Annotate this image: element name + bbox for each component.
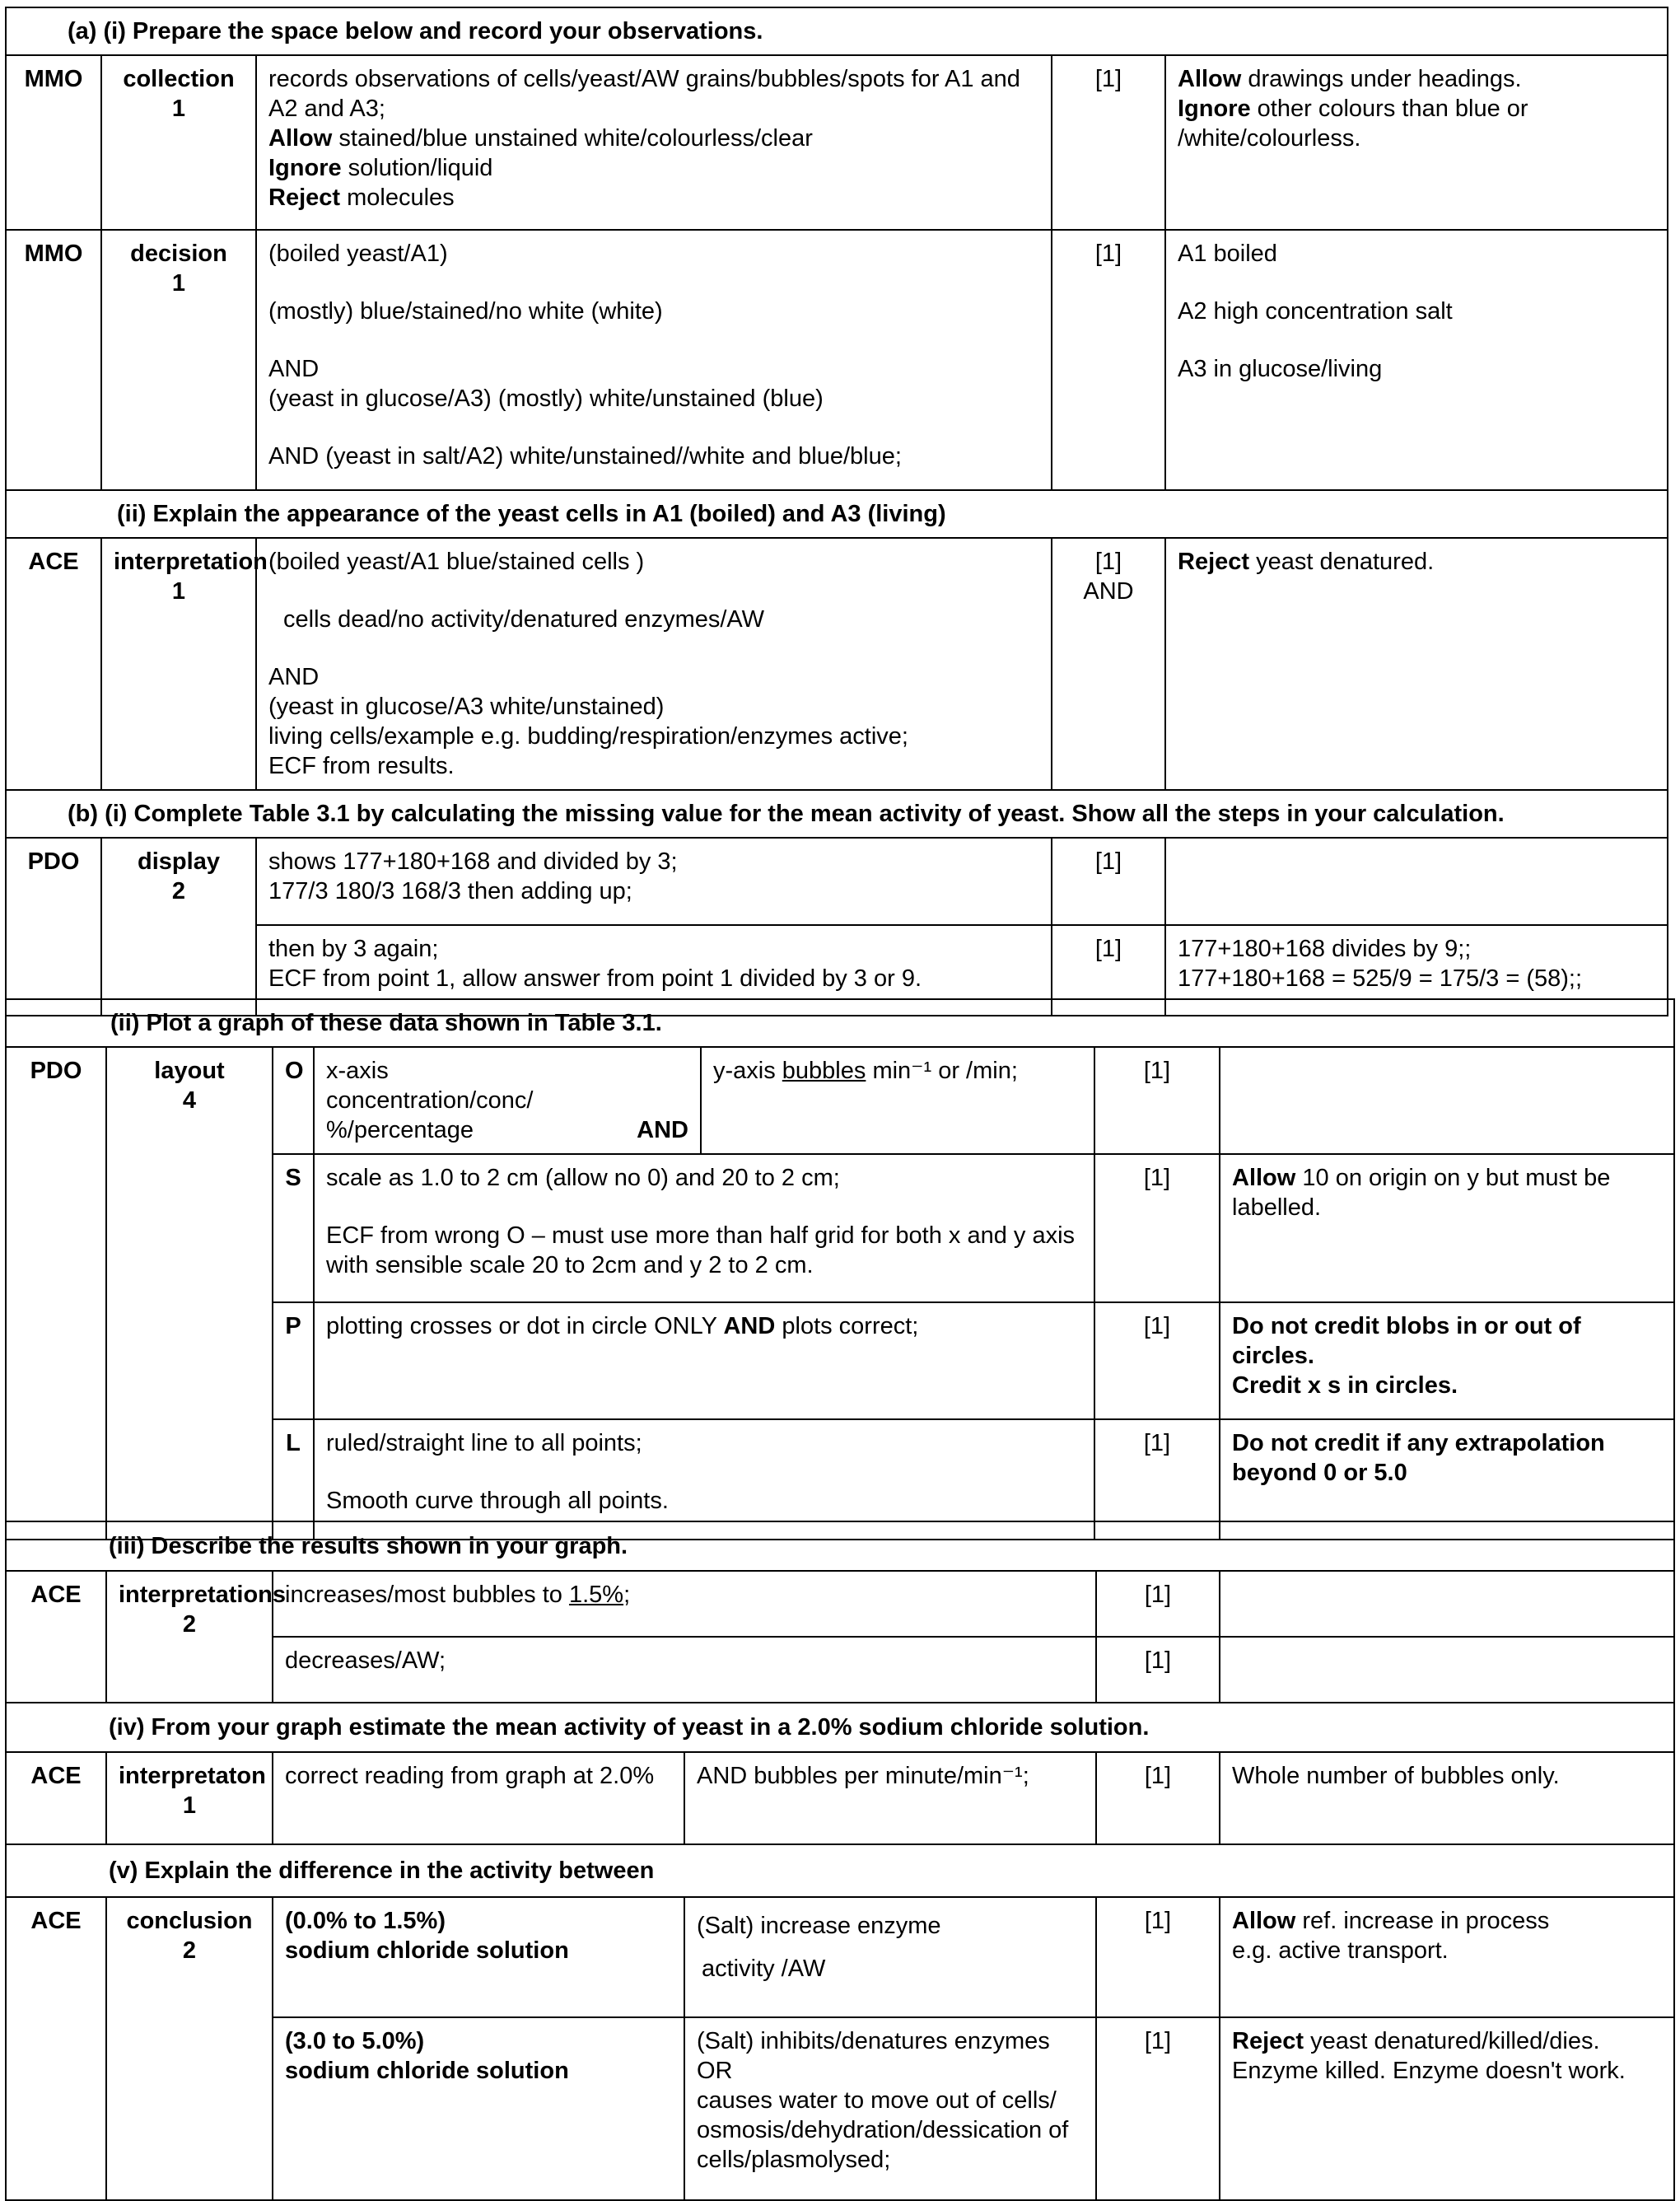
answer-line: (yeast in glucose/A3) (mostly) white/unstained (blue) [268, 386, 824, 412]
guidance-line: 177+180+168 = 525/9 = 175/3 = (58);; [1178, 965, 1583, 992]
guidance-cell [1220, 1047, 1674, 1154]
answer-line: Ignore solution/liquid [268, 155, 493, 181]
skill-label: decision 1 [101, 230, 256, 490]
table-row [6, 1571, 1674, 1637]
skill-label: collection 1 [101, 55, 256, 230]
answer-line: cells dead/no activity/denatured enzymes/AW [283, 606, 765, 633]
question-heading: (v) Explain the difference in the activity between [6, 1844, 1674, 1897]
mark-cell: [1] [1052, 55, 1165, 230]
skill-label: interpretations 2 [106, 1571, 273, 1703]
table-row [6, 1897, 1674, 2017]
answer-cell [256, 55, 1052, 230]
answer-cell [684, 2017, 1096, 2200]
answer-cell [314, 1154, 1094, 1302]
answer-line: records observations of cells/yeast/AW grains/bubbles/spots for A1 and A2 and A3; [268, 66, 1020, 122]
question-heading: (ii) Plot a graph of these data shown in Table 3.1. [6, 999, 1674, 1047]
answer-line: (boiled yeast/A1) [268, 241, 448, 267]
skill-label: display 2 [101, 838, 256, 1016]
assessment-code: ACE [6, 538, 101, 790]
guidance-cell [1220, 1571, 1674, 1637]
assessment-code: MMO [6, 55, 101, 230]
mark-cell: [1] [1096, 1752, 1220, 1844]
question-row [6, 1844, 1674, 1897]
assessment-code: MMO [6, 230, 101, 490]
mark-cell: [1] [1052, 838, 1165, 925]
mark-cell: [1] [1096, 1897, 1220, 2017]
guidance-line: Reject yeast denatured. [1178, 549, 1435, 575]
mark-scheme-table-a [5, 7, 1668, 1016]
mark-cell: [1] [1096, 2017, 1220, 2200]
question-row [6, 490, 1668, 538]
criterion-letter: S [273, 1154, 314, 1302]
mark-scheme-table-b-ii [5, 998, 1675, 1540]
assessment-code: ACE [6, 1752, 106, 1844]
mark-cell: [1] [1094, 1154, 1220, 1302]
criterion-letter: P [273, 1302, 314, 1419]
answer-line: causes water to move out of cells/ osmosis/dehydration/dessication of cells/plasmolysed; [697, 2087, 1069, 2173]
table-row [6, 230, 1668, 490]
answer-cell [314, 1047, 701, 1154]
guidance-line: Reject yeast denatured/killed/dies. [1232, 2028, 1600, 2054]
guidance-cell [1220, 1897, 1674, 2017]
answer-line: AND (yeast in salt/A2) white/unstained//white and blue/blue; [268, 443, 902, 470]
answer-line: (boiled yeast/A1 blue/stained cells ) [268, 549, 645, 575]
question-row [6, 1521, 1674, 1571]
mark-cell: [1] AND [1052, 538, 1165, 790]
answer-cell [273, 1897, 684, 2017]
guidance-cell [1165, 230, 1668, 490]
answer-cell: increases/most bubbles to 1.5%; [273, 1571, 1096, 1637]
question-heading: (a) (i) Prepare the space below and record your observations. [6, 7, 1668, 55]
skill-label: interpretation 1 [101, 538, 256, 790]
answer-line: (mostly) blue/stained/no white (white) [268, 298, 663, 325]
answer-cell [256, 838, 1052, 925]
guidance-cell [1165, 538, 1668, 790]
assessment-code: ACE [6, 1897, 106, 2200]
guidance-line: Ignore other colours than blue or /white/colourless. [1178, 96, 1528, 152]
answer-cell [256, 230, 1052, 490]
question-row [6, 999, 1674, 1047]
guidance-line: A1 boiled [1178, 241, 1277, 267]
mark-cell: [1] [1052, 925, 1165, 1016]
answer-cell [684, 1897, 1096, 2017]
answer-line: ruled/straight line to all points; [326, 1430, 642, 1456]
answer-cell [256, 538, 1052, 790]
guidance-line: Allow drawings under headings. [1178, 66, 1522, 92]
answer-line: AND [268, 664, 320, 690]
guidance-cell [1165, 838, 1668, 925]
answer-line: sodium chloride solution [285, 1937, 569, 1964]
question-heading: (iii) Describe the results shown in your graph. [6, 1521, 1674, 1571]
guidance-cell [1220, 1637, 1674, 1703]
guidance-cell: Whole number of bubbles only. [1220, 1752, 1674, 1844]
answer-cell: AND bubbles per minute/min⁻¹; [684, 1752, 1096, 1844]
answer-line: living cells/example e.g. budding/respiration/enzymes active; [268, 723, 908, 750]
answer-line: (0.0% to 1.5%) [285, 1908, 446, 1934]
question-heading: (b) (i) Complete Table 3.1 by calculating the missing value for the mean activity of yeast. Show all the steps in your calculation. [6, 790, 1668, 838]
answer-line: Smooth curve through all points. [326, 1488, 669, 1514]
guidance-line: Enzyme killed. Enzyme doesn't work. [1232, 2058, 1626, 2084]
answer-line: ECF from results. [268, 753, 455, 779]
guidance-line: Allow ref. increase in process [1232, 1908, 1550, 1934]
assessment-code: PDO [6, 838, 101, 1016]
answer-cell: y-axis bubbles min⁻¹ or /min; [701, 1047, 1094, 1154]
answer-line: (3.0 to 5.0%) [285, 2028, 425, 2054]
question-row [6, 790, 1668, 838]
answer-line: then by 3 again; [268, 936, 439, 962]
answer-line: OR [697, 2058, 733, 2084]
answer-cell: correct reading from graph at 2.0% [273, 1752, 684, 1844]
assessment-code: ACE [6, 1571, 106, 1703]
guidance-line: A2 high concentration salt [1178, 298, 1453, 325]
answer-line: (yeast in glucose/A3 white/unstained) [268, 694, 665, 720]
answer-line: 177/3 180/3 168/3 then adding up; [268, 878, 632, 904]
answer-line: sodium chloride solution [285, 2058, 569, 2084]
answer-line: (Salt) inhibits/denatures enzymes [697, 2028, 1050, 2054]
mark-cell: [1] [1094, 1047, 1220, 1154]
table-row [6, 1047, 1674, 1154]
answer-line: activity /AW [702, 1956, 826, 1982]
question-row [6, 1703, 1674, 1752]
mark-cell: [1] [1096, 1637, 1220, 1703]
mark-cell: [1] [1096, 1571, 1220, 1637]
answer-line: AND [268, 356, 320, 382]
and-keyword: AND [637, 1117, 688, 1143]
guidance-line: A3 in glucose/living [1178, 356, 1383, 382]
assessment-code: PDO [6, 1047, 106, 1540]
mark-scheme-table-b-iii-v [5, 1521, 1675, 2201]
question-heading: (ii) Explain the appearance of the yeast cells in A1 (boiled) and A3 (living) [6, 490, 1668, 538]
mark-cell: [1] [1052, 230, 1165, 490]
guidance-cell [1165, 55, 1668, 230]
skill-label: conclusion 2 [106, 1897, 273, 2200]
skill-label: interpretaton 1 [106, 1752, 273, 1844]
question-heading: (iv) From your graph estimate the mean activity of yeast in a 2.0% sodium chloride solution. [6, 1703, 1674, 1752]
table-row [6, 55, 1668, 230]
guidance-line: Do not credit blobs in or out of circles. [1232, 1313, 1581, 1369]
guidance-cell: Do not credit if any extrapolation beyond 0 or 5.0 [1220, 1419, 1674, 1540]
skill-label: layout 4 [106, 1047, 273, 1540]
answer-line: ECF from point 1, allow answer from point 1 divided by 3 or 9. [268, 965, 922, 992]
answer-line: ECF from wrong O – must use more than half grid for both x and y axis with sensible scale 20 to 2cm and y 2 to 2 cm. [326, 1222, 1076, 1278]
table-row [6, 838, 1668, 925]
answer-line: Allow stained/blue unstained white/colourless/clear [268, 125, 813, 152]
table-row [6, 538, 1668, 790]
answer-line: scale as 1.0 to 2 cm (allow no 0) and 20 to 2 cm; [326, 1165, 840, 1191]
answer-line: Reject molecules [268, 185, 455, 211]
criterion-letter: L [273, 1419, 314, 1540]
guidance-cell: Allow 10 on origin on y but must be labelled. [1220, 1154, 1674, 1302]
answer-line: (Salt) increase enzyme [697, 1913, 941, 1939]
guidance-line: 177+180+168 divides by 9;; [1178, 936, 1472, 962]
table-row [6, 1752, 1674, 1844]
criterion-letter: O [273, 1047, 314, 1154]
guidance-line: e.g. active transport. [1232, 1937, 1449, 1964]
answer-cell: decreases/AW; [273, 1637, 1096, 1703]
guidance-cell [1220, 2017, 1674, 2200]
guidance-line: Credit x s in circles. [1232, 1372, 1458, 1399]
question-row [6, 7, 1668, 55]
answer-cell: plotting crosses or dot in circle ONLY AND plots correct; [314, 1302, 1094, 1419]
guidance-cell [1220, 1302, 1674, 1419]
answer-line: x-axis concentration/conc/ %/percentage [326, 1058, 534, 1143]
mark-cell: [1] [1094, 1302, 1220, 1419]
mark-cell: [1] [1094, 1419, 1220, 1540]
answer-cell [273, 2017, 684, 2200]
answer-line: shows 177+180+168 and divided by 3; [268, 848, 678, 875]
